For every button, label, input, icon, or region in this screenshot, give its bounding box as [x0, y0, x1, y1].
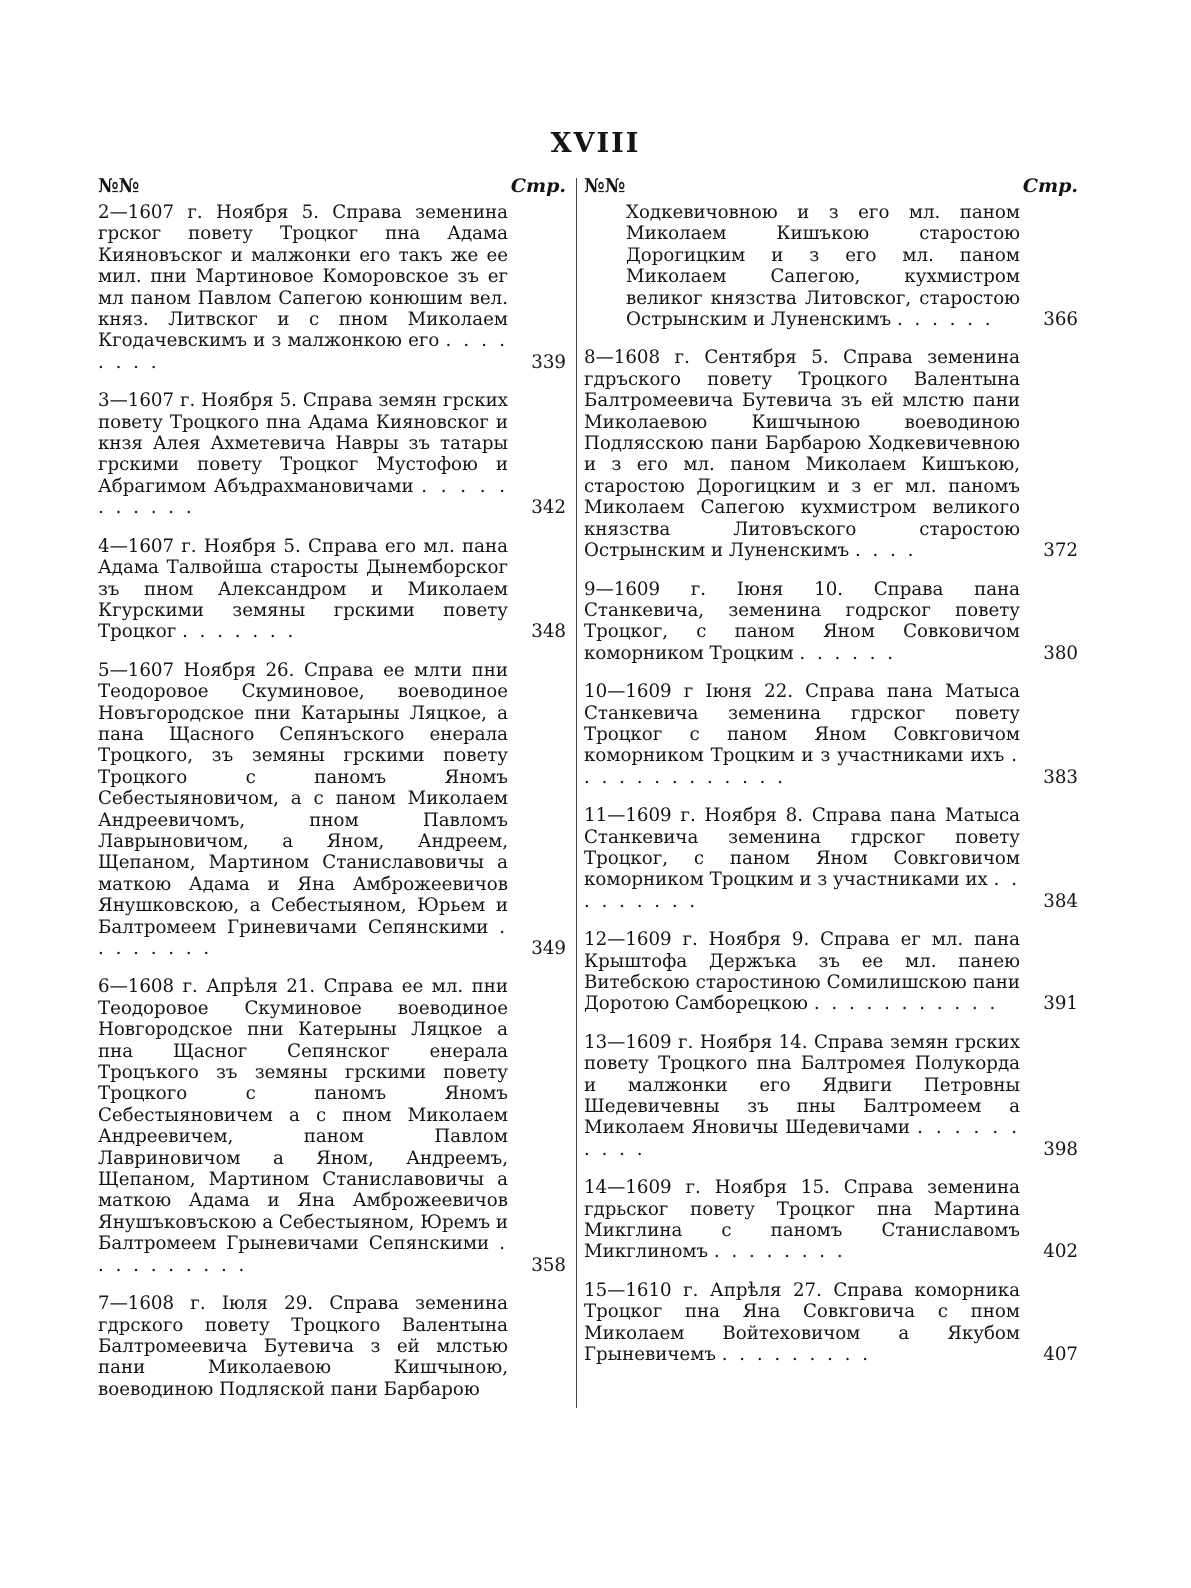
toc-entry: [584, 805, 1078, 912]
leader-dots: . . . . . . . . . . .: [813, 993, 999, 1015]
entry-text: Іюля 29. Справа земенина гдрского повету Троцкого Валентына Балтромеевича Бутевича з ей млстью пани Миколаевою Кишчыною, воеводиною Подляской пани Барбарою: [98, 1293, 508, 1400]
toc-entry: [584, 1280, 1078, 1366]
left-column: [98, 176, 566, 1417]
leader-dots: . . . . . .: [799, 642, 897, 664]
leader-dots: . . . . . .: [896, 309, 994, 331]
entry-number: 11—1609 г.: [584, 805, 696, 827]
entry-page: 391: [1043, 993, 1078, 1015]
entry-page: 339: [531, 351, 566, 373]
right-column-header: [584, 176, 1078, 198]
leader-dots: . . . . . . . .: [98, 330, 508, 373]
leader-dots: . . . . . . . . . . . . .: [584, 745, 1020, 788]
entry-number: 6—1608 г.: [98, 976, 198, 998]
toc-entry: [584, 579, 1078, 665]
column-divider: [576, 178, 577, 1408]
toc-entry: [98, 976, 566, 1276]
toc-entry: [98, 536, 566, 643]
toc-entry: [584, 347, 1078, 561]
entry-text: Іюня 22. Справа пана Матыса Станкевича земенина гдрског повету Троцког с паном Яном Совкговичом коморником Троцким и з участниками ихъ: [584, 681, 1020, 767]
entry-page: 349: [531, 938, 566, 959]
entry-text: Сентября 5. Справа земенина гдръского повету Троцкого Валентына Балтромеевича Бутевича зъ ей млстю пани Миколаевою Кишчыною воеводиною Подлясскою пани Барбарою Ходкевичевною и з его мл. паном Миколаем Кишъкою, старостою Дорогицким и з ег мл. паномъ Миколаем Сапегою кухмистром великого князства Литовъского старостою Острынским и Луненскимъ: [584, 347, 1020, 562]
entry-text: Апрѣля 27. Справа коморника Троцког пна Яна Совкговича с пном Миколаем Войтеховичом а Якубом Грыневичемъ: [584, 1279, 1020, 1366]
leader-dots: . . . . . . . . . .: [98, 1233, 508, 1276]
entry-number: 13—1609 г.: [584, 1031, 694, 1053]
entry-number: 14—1609 г.: [584, 1177, 701, 1199]
leader-dots: . . . . . . . .: [713, 1241, 846, 1263]
entry-text: Ноября 26. Справа ее млти пни Теодоровое Скуминовое, воеводиное Новъгородское пни Катарыны Ляцкое, а пана Щасного Сепянъского енерала Троцкого, зъ земяны грскими повету Троцкого с паномъ Яномъ Себестыяновичом, а с паном Миколаем Андреевичомъ, пном Павломъ Лаврыновичом, а Яном, Андреем, Щепаном, Мартином Станиславовичы а маткою Адама и Яна Амброжеевичов Янушковскою, а Себестыяном, Юрьем и Балтромеем Гриневичами Сепянскими: [98, 659, 508, 938]
number-column-label: №№: [98, 175, 140, 197]
entry-number: 12—1609 г.: [584, 929, 698, 951]
entry-page: 402: [1043, 1241, 1078, 1263]
leader-dots: . . . . . . .: [182, 621, 297, 643]
entry-text: Ноября 5. Справа земенина грског повету Троцког пна Адама Кияновъског и малжонки его такъ же ее мил. пни Мартиновое Коморовское зъ ег мл паном Павлом Сапегою конюшим вел. княз. Литвског и с пном Миколаем Кгодачевскимъ и з малжонкою его: [98, 202, 508, 352]
toc-entry: [584, 1032, 1078, 1160]
entry-text: Ноября 9. Справа ег мл. пана Крыштофа Держъка зъ ее мл. панею Витебскою старостиною Сомилишскою пани Доротою Самборецкою: [584, 929, 1020, 1015]
entry-page: 398: [1043, 1138, 1078, 1160]
leader-dots: . . . . . . . . .: [721, 1344, 872, 1366]
leader-dots: . . . . . . . . . . .: [98, 475, 508, 519]
leader-dots: . . . . . . . . .: [584, 869, 1020, 912]
entry-number: 9—1609 г.: [584, 578, 707, 600]
toc-entry-continued: [584, 202, 1078, 330]
entry-text: Ноября 8. Справа пана Матыса Станкевича земенина гдрског повету Троцког, с паном Яном Совкговичом коморником Троцким и з участниками их: [584, 805, 1020, 891]
entry-text: Ноября 5. Справа земян грских повету Троцкого пна Адама Кияновског и кнзя Алея Ахметевича Навры зъ татары грскими повету Троцког Мустофою и Абрагимом Абъдрахмановичами: [98, 390, 508, 497]
toc-entry: [98, 1293, 566, 1400]
entry-text: Ноября 14. Справа земян грских повету Троцкого пна Балтромея Полукорда и малжонки его Ядвиги Петровны Шедевичевны зъ пны Балтромеем а Миколаем Яновичы Шедевичами: [584, 1031, 1020, 1139]
toc-entry: [98, 660, 566, 960]
entry-page: 380: [1043, 642, 1078, 664]
entry-page: 366: [1043, 309, 1078, 331]
toc-entry: [584, 681, 1078, 788]
page-column-label: Стр.: [510, 175, 566, 197]
entry-number: 5—1607: [98, 659, 175, 681]
page-number: XVIII: [550, 128, 641, 159]
entry-text: Апрѣля 21. Справа ее мл. пни Теодоровое Скуминовое воеводиное Новгородское пни Катерыны Ляцкое а пна Щасног Сепянског енерала Троцъкого зъ земяны грскими повету Троцкого с паномъ Яномъ Себестыяновичем а с пном Миколаем Андреевичем, паном Павлом Лавриновичом а Яном, Андреемъ, Щепаном, Мартином Станиславовичы а маткою Адама и Яна Амброжеевичов Янушъковъскою а Себестыяном, Юремъ и Балтромеем Грыневичами Сепянскими: [98, 976, 508, 1255]
entry-number: 15—1610 г.: [584, 1279, 699, 1301]
entry-number: 2—1607 г.: [98, 202, 203, 223]
entry-number: 10—1609 г: [584, 681, 694, 703]
entry-text: Ноября 5. Справа его мл. пана Адама Талвойша старосты Дынемборског зъ пном Александром и Миколаем Кгурскими земяны грскими повету Троцког: [98, 535, 508, 643]
leader-dots: . . . . . . . .: [98, 916, 508, 959]
right-column: [584, 176, 1078, 1383]
page-column-label: Стр.: [1022, 175, 1078, 197]
leader-dots: . . . . . . . . . .: [584, 1117, 1020, 1160]
entry-page: 384: [1043, 890, 1078, 912]
entry-number: 8—1608 г.: [584, 347, 690, 369]
entry-page: 348: [531, 621, 566, 643]
toc-entry: [584, 1177, 1078, 1263]
number-column-label: №№: [584, 175, 626, 197]
entry-text: Іюня 10. Справа пана Станкевича, земенина годрског повету Троцког, с паном Яном Совковичом коморником Троцким: [584, 578, 1021, 664]
entry-page: 407: [1043, 1344, 1078, 1366]
entry-page: 383: [1043, 766, 1078, 788]
entry-page: 342: [531, 497, 566, 519]
entry-number: 4—1607 г.: [98, 535, 197, 557]
entry-number: 7—1608 г.: [98, 1293, 206, 1315]
toc-entry: [98, 390, 566, 518]
leader-dots: . . . .: [854, 540, 917, 562]
entry-page: 372: [1043, 540, 1078, 562]
left-column-header: [98, 176, 566, 198]
entry-number: 3—1607 г.: [98, 390, 196, 412]
entry-page: 358: [531, 1254, 566, 1276]
toc-entry: [584, 929, 1078, 1015]
entry-text: Ноября 15. Справа земенина гдрьског повету Троцког пна Мартина Микглина с паномъ Станиславомъ Микглиномъ: [584, 1177, 1020, 1263]
toc-entry: [98, 202, 566, 373]
entry-text: Ходкевичовною и з его мл. паном Миколаем Кишъкою старостою Дорогицким и з его мл. паном Миколаем Сапегою, кухмистром великог князства Литовског, старостою Острынским и Луненскимъ . . . . . .: [626, 202, 1020, 331]
